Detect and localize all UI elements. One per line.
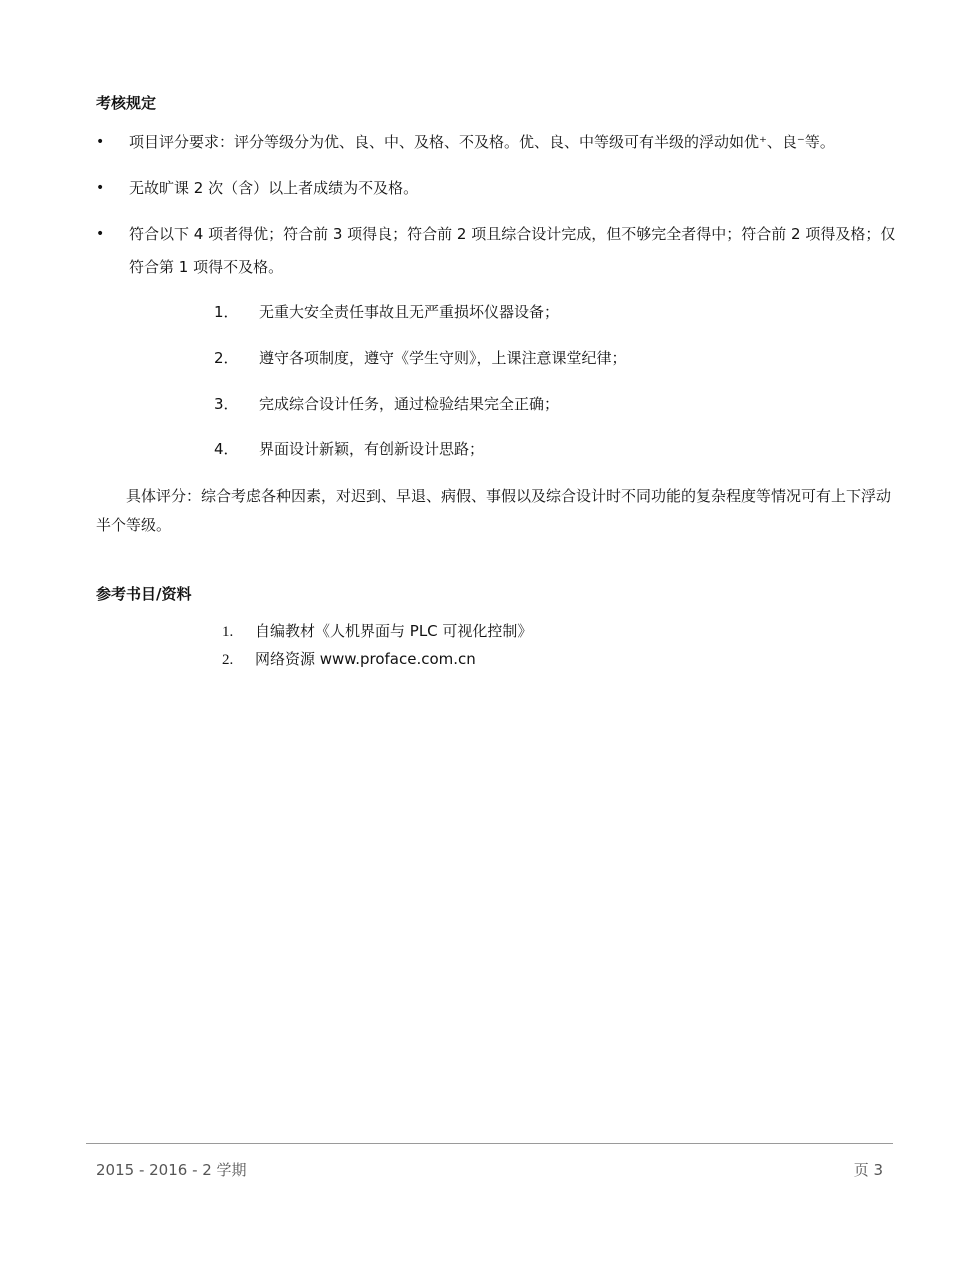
grading-note: 具体评分：综合考虑各种因素，对迟到、早退、病假、事假以及综合设计时不同功能的复杂程度等情况可有上下浮动半个等级。 [96, 487, 892, 534]
reference-text: 网络资源 www.proface.com.cn [255, 650, 476, 668]
reference-number: 1. [222, 624, 234, 640]
criteria-text: 完成综合设计任务，通过检验结果完全正确； [259, 395, 560, 413]
criteria-number: 4． [214, 440, 239, 458]
criteria-text: 遵守各项制度，遵守《学生守则》，上课注意课堂纪律； [259, 349, 627, 367]
footer-page-number: 页 3 [853, 1161, 883, 1179]
bullet-icon: • [96, 134, 105, 150]
bullet-icon: • [96, 180, 105, 196]
bullet-text: 无故旷课 2 次（含）以上者成绩为不及格。 [129, 179, 419, 197]
footer-term: 2015 - 2016 - 2 学期 [96, 1161, 247, 1179]
bullet-text: 项目评分要求：评分等级分为优、良、中、及格、不及格。优、良、中等级可有半级的浮动如优⁺、良⁻等。 [129, 133, 835, 151]
bullet-icon: • [96, 226, 105, 242]
criteria-item [214, 438, 484, 460]
criteria-text: 界面设计新颖，有创新设计思路； [259, 440, 485, 458]
criteria-item [214, 393, 559, 415]
reference-item [222, 649, 476, 670]
references-heading: 参考书目/资料 [96, 585, 192, 603]
bullet-text: 符合以下 4 项者得优；符合前 3 项得良；符合前 2 项且综合设计完成，但不够完全者得中；符合前 2 项得及格；仅符合第 1 项得不及格。 [129, 225, 896, 276]
bullet-item-criteria-rule [96, 218, 896, 284]
footer-divider [86, 1143, 893, 1144]
bullet-item-grading [96, 126, 896, 159]
criteria-number: 2． [214, 349, 239, 367]
reference-text: 自编教材《人机界面与 PLC 可视化控制》 [255, 622, 533, 640]
reference-number: 2. [222, 652, 234, 668]
criteria-item [214, 347, 627, 369]
criteria-number: 1． [214, 303, 239, 321]
assessment-heading: 考核规定 [96, 94, 157, 112]
criteria-text: 无重大安全责任事故且无严重损坏仪器设备； [259, 303, 560, 321]
criteria-item [214, 301, 559, 323]
criteria-number: 3． [214, 395, 239, 413]
bullet-item-absence [96, 172, 896, 205]
reference-item [222, 621, 532, 642]
